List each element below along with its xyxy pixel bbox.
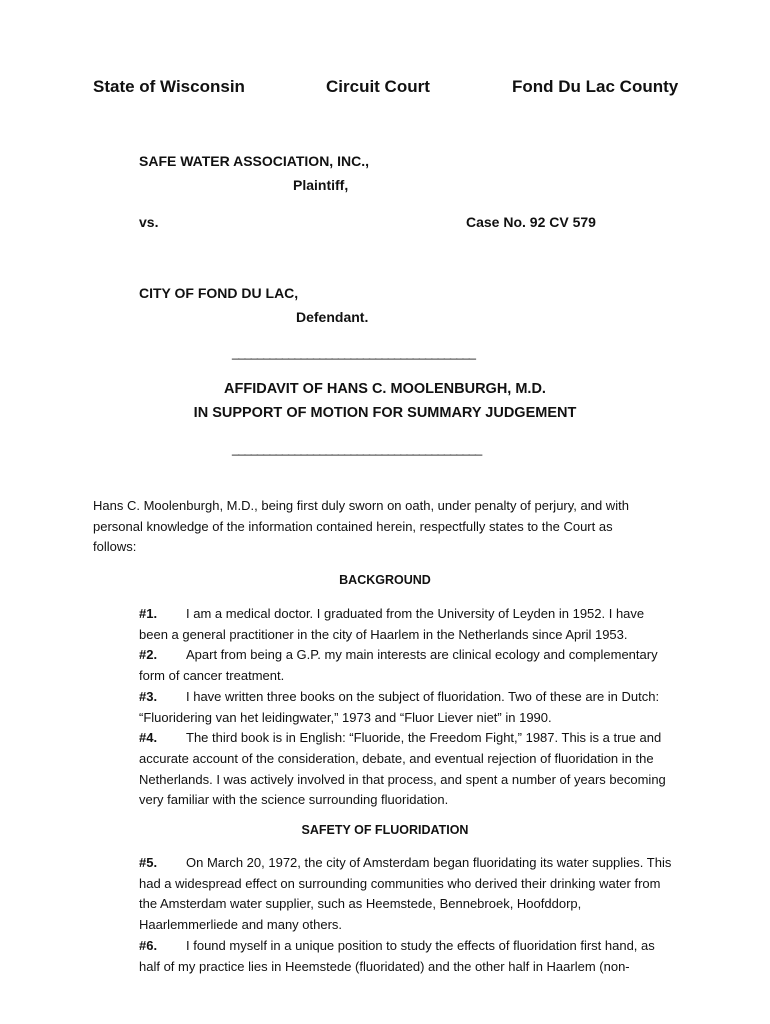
paragraph-4-line: #4. The third book is in English: “Fluoride, the Freedom Fight,” 1987. This is a true and	[139, 728, 666, 749]
affidavit-title-line2: IN SUPPORT OF MOTION FOR SUMMARY JUDGEMENT	[193, 405, 577, 421]
paragraph-4-line: very familiar with the science surrounding fluoridation.	[139, 792, 449, 808]
paragraph-1-line: #1. I am a medical doctor. I graduated from the University of Leyden in 1952. I have	[139, 604, 666, 625]
divider-bottom: ________________________________________	[232, 441, 482, 456]
paragraph-number: #3.	[139, 688, 158, 704]
paragraph-number: #6.	[139, 937, 158, 953]
paragraph-4-line: Netherlands. I was actively involved in that process, and spent a number of years becoming	[139, 771, 666, 787]
paragraph-number: #4.	[139, 730, 158, 746]
paragraph-5-line: had a widespread effect on surrounding communities who derived their drinking water from	[139, 875, 661, 891]
paragraph-2-line: form of cancer treatment.	[139, 668, 285, 684]
intro-line: personal knowledge of the information contained herein, respectfully states to the Court as	[93, 518, 613, 534]
intro-line: follows:	[93, 539, 137, 555]
versus-label: vs.	[139, 214, 159, 230]
defendant-role: Defendant.	[296, 309, 369, 325]
intro-line: Hans C. Moolenburgh, M.D., being first duly sworn on oath, under penalty of perjury, and with	[93, 498, 629, 513]
paragraph-6-line: #6. I found myself in a unique position to study the effects of fluoridation first hand, as	[139, 936, 671, 957]
case-number: Case No. 92 CV 579	[466, 214, 596, 230]
paragraph-number: #1.	[139, 606, 158, 621]
paragraph-3-line: “Fluoridering van het leidingwater,” 1973 and “Fluor Liever niet” in 1990.	[139, 709, 552, 725]
defendant-name: CITY OF FOND DU LAC,	[139, 285, 299, 301]
paragraph-number: #5.	[139, 855, 158, 870]
section-heading-safety: SAFETY OF FLUORIDATION	[301, 823, 469, 837]
paragraph-4-line: accurate account of the consideration, debate, and eventual rejection of fluoridation in the	[139, 750, 654, 766]
paragraph-6-line: half of my practice lies in Heemstede (fluoridated) and the other half in Haarlem (non-	[139, 958, 630, 974]
paragraph-1-line: been a general practitioner in the city of Haarlem in the Netherlands since April 1953.	[139, 626, 628, 642]
paragraph-5-line: #5. On March 20, 1972, the city of Amsterdam began fluoridating its water supplies. This	[139, 853, 671, 874]
affidavit-title-line1: AFFIDAVIT OF HANS C. MOOLENBURGH, M.D.	[224, 381, 546, 397]
paragraph-5-line: Haarlemmerliede and many others.	[139, 917, 343, 933]
numbered-paragraphs-block-1	[139, 604, 666, 811]
paragraph-2-line: #2. Apart from being a G.P. my main interests are clinical ecology and complementary	[139, 645, 666, 666]
header-court: Circuit Court	[326, 77, 430, 96]
header-state: State of Wisconsin	[93, 77, 245, 96]
header-county: Fond Du Lac County	[512, 77, 679, 96]
plaintiff-name: SAFE WATER ASSOCIATION, INC.,	[139, 153, 369, 169]
numbered-paragraphs-block-2	[139, 853, 671, 977]
paragraph-5-line: the Amsterdam water supplier, such as Heemstede, Bennebroek, Hoofddorp,	[139, 896, 582, 912]
intro-paragraph	[93, 496, 733, 558]
paragraph-number: #2.	[139, 647, 158, 663]
divider-top: _______________________________________	[232, 345, 475, 360]
section-heading-background: BACKGROUND	[339, 573, 431, 587]
paragraph-3-line: #3. I have written three books on the subject of fluoridation. Two of these are in Dutch:	[139, 687, 666, 708]
plaintiff-role: Plaintiff,	[293, 177, 349, 193]
